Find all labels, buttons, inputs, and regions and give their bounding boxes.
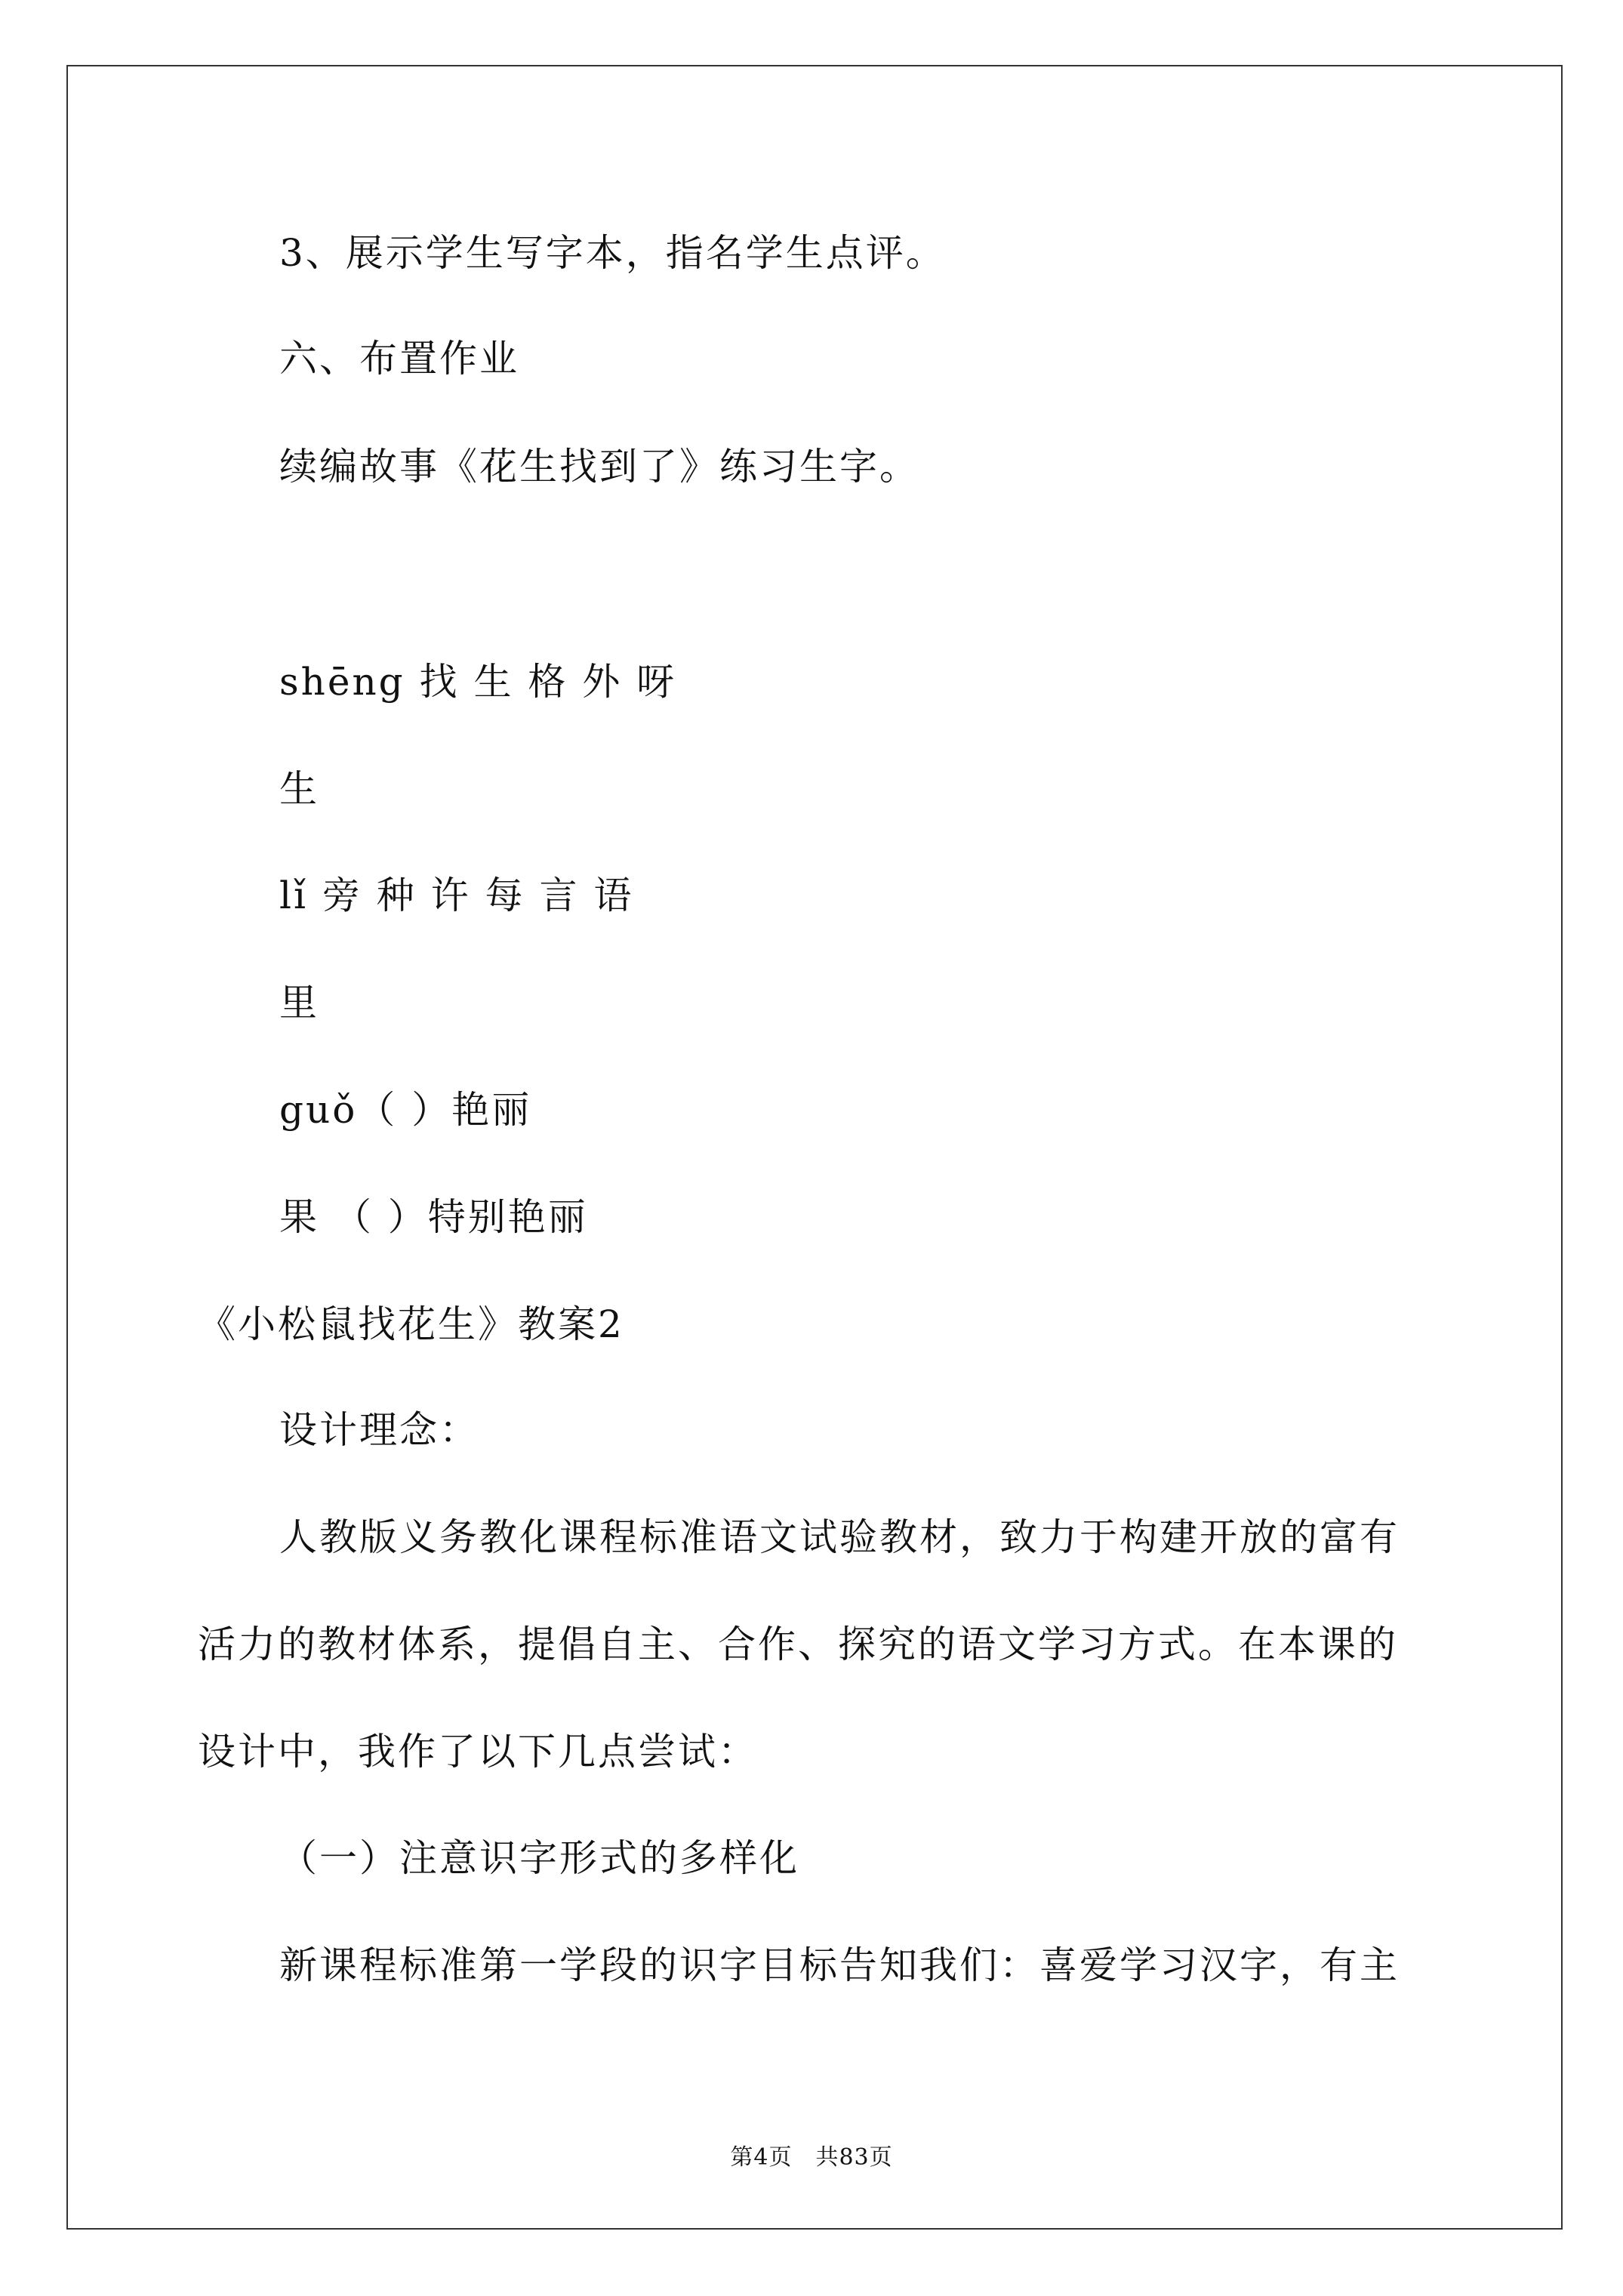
paragraph-line-1: 人教版义务教化课程标准语文试验教材，致力于构建开放的富有 (279, 1515, 1400, 1559)
page-border (66, 65, 1563, 2230)
subsection-heading-1: （一）注意识字形式的多样化 (279, 1836, 799, 1880)
pinyin-row-sheng: shēng 找 生 格 外 呀 (279, 660, 677, 704)
lesson-plan-title: 《小松鼠找花生》教案2 (198, 1302, 624, 1346)
char-li: 里 (279, 981, 319, 1025)
page-footer: 第4页 共83页 (730, 2144, 893, 2171)
pinyin-row-li: lǐ 旁 种 许 每 言 语 (279, 874, 634, 917)
design-concept-heading: 设计理念： (279, 1408, 479, 1452)
paragraph-line-2: 活力的教材体系，提倡自主、合作、探究的语文学习方式。在本课的 (198, 1623, 1398, 1666)
section-heading-homework: 六、布置作业 (279, 337, 519, 381)
char-sheng: 生 (279, 767, 319, 811)
char-guo-row: 果 （ ）特别艳丽 (279, 1195, 588, 1239)
step-3-text: 3、展示学生写字本，指名学生点评。 (279, 231, 946, 275)
paragraph-line-3: 设计中，我作了以下几点尝试： (198, 1730, 758, 1774)
pinyin-row-guo: guǒ（ ）艳丽 (279, 1088, 532, 1132)
paragraph-line-4: 新课程标准第一学段的识字目标告知我们：喜爱学习汉字，有主 (279, 1943, 1400, 1987)
homework-text: 续编故事《花生找到了》练习生字。 (279, 445, 919, 488)
